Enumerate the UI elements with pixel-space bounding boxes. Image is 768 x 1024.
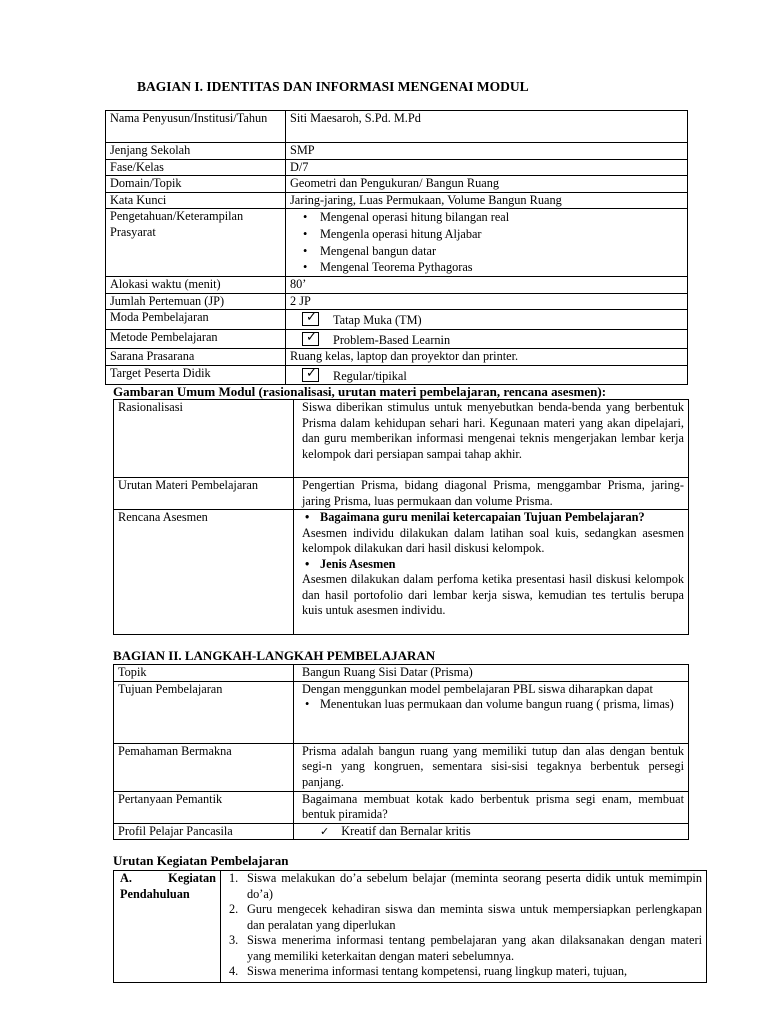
kegiatan-table	[113, 870, 707, 983]
section2-heading: BAGIAN II. LANGKAH-LANGKAH PEMBELAJARAN	[113, 648, 436, 663]
kegiatan-list	[223, 871, 702, 980]
label-asesmen: Rencana Asesmen	[114, 510, 294, 635]
asesmen-question-1: • Bagaimana guru menilai ketercapaian Tujuan Pembelajaran?	[302, 510, 684, 526]
label-domain: Domain/Topik	[106, 176, 286, 193]
label-pemahaman: Pemahaman Bermakna	[114, 743, 294, 791]
list-item: 1. Siswa melakukan do’a sebelum belajar (meminta seorang peserta didik untuk memimpin do’a)	[229, 871, 702, 901]
label-fase: Fase/Kelas	[106, 159, 286, 176]
overview-table	[113, 399, 689, 635]
label-metode: Metode Pembelajaran	[106, 329, 286, 349]
value-metode: Problem-Based Learnin	[333, 332, 451, 347]
value-domain: Geometri dan Pengukuran/ Bangun Ruang	[286, 176, 688, 193]
steps-table	[113, 664, 689, 840]
list-item: • Mengenal operasi hitung bilangan real	[290, 209, 683, 226]
label-target: Target Peserta Didik	[106, 365, 286, 385]
checkbox-checked-icon	[302, 312, 319, 326]
section1-heading: BAGIAN I. IDENTITAS DAN INFORMASI MENGENAI MODUL	[137, 79, 529, 94]
value-alokasi: 80’	[286, 277, 688, 294]
text-tujuan: Dengan menggunkan model pembelajaran PBL siswa diharapkan dapat	[302, 681, 653, 696]
list-item: 4. Siswa menerima informasi tentang kompetensi, ruang lingkup materi, tujuan,	[229, 964, 628, 978]
label-kata-kunci: Kata Kunci	[106, 192, 286, 209]
value-penyusun: Siti Maesaroh, S.Pd. M.Pd	[286, 111, 688, 143]
asesmen-question-2: • Jenis Asesmen	[302, 557, 684, 573]
value-kata-kunci: Jaring-jaring, Luas Permukaan, Volume Bangun Ruang	[286, 192, 688, 209]
label-tujuan: Tujuan Pembelajaran	[114, 681, 294, 743]
value-jumlah: 2 JP	[286, 293, 688, 310]
text-pemahaman: Prisma adalah bangun ruang yang memiliki tutup dan alas dengan bentuk segi-n yang kongruen, sementara sisi-sisi tegaknya berbentuk persegi panjang.	[294, 743, 689, 791]
list-item: • Mengenla operasi hitung Aljabar	[290, 226, 683, 243]
label-pertanyaan: Pertanyaan Pemantik	[114, 791, 294, 823]
prasyarat-list	[290, 209, 683, 276]
label-sarana: Sarana Prasarana	[106, 349, 286, 366]
value-moda: Tatap Muka (TM)	[333, 313, 422, 328]
label-prasyarat: Pengetahuan/Keterampilan Prasyarat	[106, 209, 286, 277]
label-rasionalisasi: Rasionalisasi	[114, 400, 294, 478]
kegiatan-letter: A.	[120, 871, 132, 885]
label-moda: Moda Pembelajaran	[106, 310, 286, 330]
checkmark-icon	[298, 824, 341, 838]
overview-heading: Gambaran Umum Modul (rasionalisasi, urutan materi pembelajaran, rencana asesmen):	[113, 384, 607, 399]
kegiatan-heading: Urutan Kegiatan Pembelajaran	[113, 853, 289, 868]
text-urutan: Pengertian Prisma, bidang diagonal Prisma, menggambar Prisma, jaring-jaring Prisma, luas permukaan dan volume Prisma.	[294, 478, 689, 510]
list-item: • Mengenal bangun datar	[290, 243, 683, 260]
label-profil: Profil Pelajar Pancasila	[114, 823, 294, 840]
pendahuluan-label: Pendahuluan	[120, 886, 190, 901]
asesmen-answer-2: Asesmen dilakukan dalam perfoma ketika presentasi hasil diskusi kelompok dan hasil portofolio dari lembar kerja siswa, kemudian tes tertulis berupa kuis untuk asesmen individu.	[302, 572, 684, 617]
kegiatan-label: Kegiatan	[168, 871, 216, 885]
value-jenjang: SMP	[286, 143, 688, 160]
text-pertanyaan: Bagaimana membuat kotak kado berbentuk prisma segi enam, membuat bentuk piramida?	[294, 791, 689, 823]
label-urutan: Urutan Materi Pembelajaran	[114, 478, 294, 510]
label-topik: Topik	[114, 665, 294, 682]
tujuan-bullet: • Menentukan luas permukaan dan volume bangun ruang ( prisma, limas)	[302, 697, 684, 713]
checkbox-checked-icon	[302, 332, 319, 346]
value-target: Regular/tipikal	[333, 368, 407, 383]
identity-table	[105, 110, 688, 385]
value-profil: Kreatif dan Bernalar kritis	[341, 823, 471, 838]
text-rasionalisasi: Siswa diberikan stimulus untuk menyebutkan benda-benda yang berbentuk Prisma dalam kehidupan sehari hari. Kegunaan materi yang akan dipelajari, dan guru memberikan informasi mengenai teknis mengerjakan lembar kerja kelompok dari persiapan sampai tahap akhir.	[294, 400, 689, 478]
list-item: 2. Guru mengecek kehadiran siswa dan meminta siswa untuk mempersiapkan perlengkapan dan peralatan yang diperlukan	[229, 902, 702, 932]
label-jenjang: Jenjang Sekolah	[106, 143, 286, 160]
label-alokasi: Alokasi waktu (menit)	[106, 277, 286, 294]
checkbox-checked-icon	[302, 368, 319, 382]
label-penyusun: Nama Penyusun/Institusi/Tahun	[106, 111, 286, 143]
list-item: • Mengenal Teorema Pythagoras	[290, 259, 683, 276]
list-item: 3. Siswa menerima informasi tentang pembelajaran yang akan dilaksanakan dengan materi yang memiliki keterkaitan dengan materi sebelumnya.	[229, 933, 702, 963]
value-sarana: Ruang kelas, laptop dan proyektor dan printer.	[286, 349, 688, 366]
value-topik: Bangun Ruang Sisi Datar (Prisma)	[294, 665, 689, 682]
value-fase: D/7	[286, 159, 688, 176]
asesmen-answer-1: Asesmen individu dilakukan dalam latihan soal kuis, sedangkan asesmen kelompok dilakukan dari hasil diskusi kelompok.	[302, 525, 684, 555]
label-jumlah: Jumlah Pertemuan (JP)	[106, 293, 286, 310]
